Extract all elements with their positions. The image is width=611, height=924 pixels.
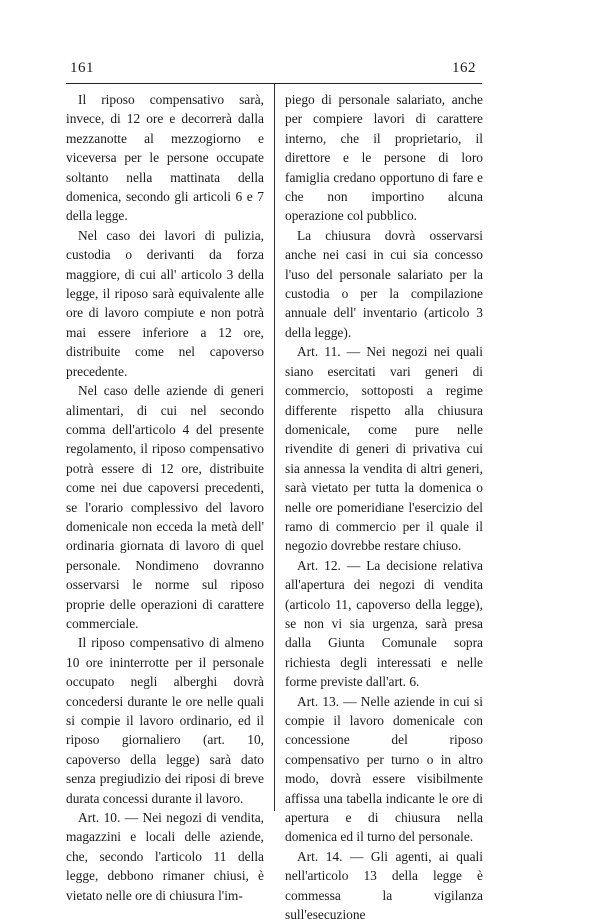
paragraph: Il riposo compensativo sarà, invece, di 12 ore e decorrerà dalla mezzanotte al mezzogiorno e viceversa per le persone occupate soltanto nella mattinata della domenica, secondo gli articoli 6 e 7 della legge. bbox=[66, 92, 264, 224]
paragraph: Art. 10. — Nei negozi di vendita, magazzini e locali delle aziende, che, secondo l'articolo 11 della legge, debbono rimaner chiusi, è vietato nelle ore di chiusura l'im- bbox=[66, 810, 264, 903]
column-divider bbox=[274, 84, 275, 811]
paragraph: piego di personale salariato, anche per compiere lavori di carattere interno, che il proprietario, il direttore e le persone di loro famiglia credano opportuno di fare e che non importino alcuna operazione col pubblico. bbox=[285, 92, 483, 224]
paragraph: La chiusura dovrà osservarsi anche nei casi in cui sia concesso l'uso del personale salariato per la custodia o per la compilazione annuale dell' inventario (articolo 3 della legge). bbox=[285, 227, 483, 340]
left-column bbox=[66, 90, 264, 905]
paragraph: Nel caso delle aziende di generi alimentari, di cui nel secondo comma dell'articolo 4 del presente regolamento, il riposo compensativo potrà essere di 12 ore, distribuite come nei due capoversi precedenti, se l'orario complessivo del lavoro domenicale non ecceda la metà dell' ordinaria giornata di lavoro di quel personale. Nondimeno dovranno osservarsi le norme sul riposo proprie delle operazioni di carattere commerciale. bbox=[66, 383, 264, 631]
paragraph: Art. 13. — Nelle aziende in cui si compie il lavoro domenicale con concessione del riposo compensativo per turno o in altro modo, dovrà essere visibilmente affissa una tabella indicante le ore di apertura e di chiusura nella domenica ed il turno del personale. bbox=[285, 693, 483, 845]
paragraph: Nel caso dei lavori di pulizia, custodia o derivanti da forza maggiore, di cui all' articolo 3 della legge, il riposo sarà equivalente alle ore di lavoro compiute e non potrà mai essere inferiore a 12 ore, distribuite come nel capoverso precedente. bbox=[66, 227, 264, 379]
page-number-left: 161 bbox=[70, 60, 94, 76]
paragraph: Art. 11. — Nei negozi nei quali siano esercitati vari generi di commercio, sottoposti a regime differente rispetto alla chiusura domenicale, come pure nelle rivendite di generi di privativa cui sia annessa la vendita di altri generi, sarà vietato per tutta la domenica o nelle ore pomeridiane l'esercizio del ramo di commercio per il quale il negozio dovrebbe restare chiuso. bbox=[285, 344, 483, 554]
paragraph: Art. 14. — Gli agenti, ai quali nell'articolo 13 della legge è commessa la vigilanza sull'esecuzione bbox=[285, 848, 483, 923]
right-column bbox=[285, 90, 483, 924]
paragraph: Il riposo compensativo di almeno 10 ore ininterrotte per il personale occupato negli alberghi dovrà concedersi durante le ore nelle quali si compie il lavoro ordinario, ed il riposo giornaliero (art. 10, capoverso della legge) sarà dato senza pregiudizio dei riposi di breve durata concessi durante il lavoro. bbox=[66, 635, 264, 806]
paragraph: Art. 12. — La decisione relativa all'apertura dei negozi di vendita (articolo 11, capoverso della legge), se non vi sia urgenza, sarà presa dalla Giunta Comunale sopra richiesta degli interessati e nelle forme previste dall'art. 6. bbox=[285, 557, 483, 690]
page-number-right: 162 bbox=[452, 60, 476, 76]
